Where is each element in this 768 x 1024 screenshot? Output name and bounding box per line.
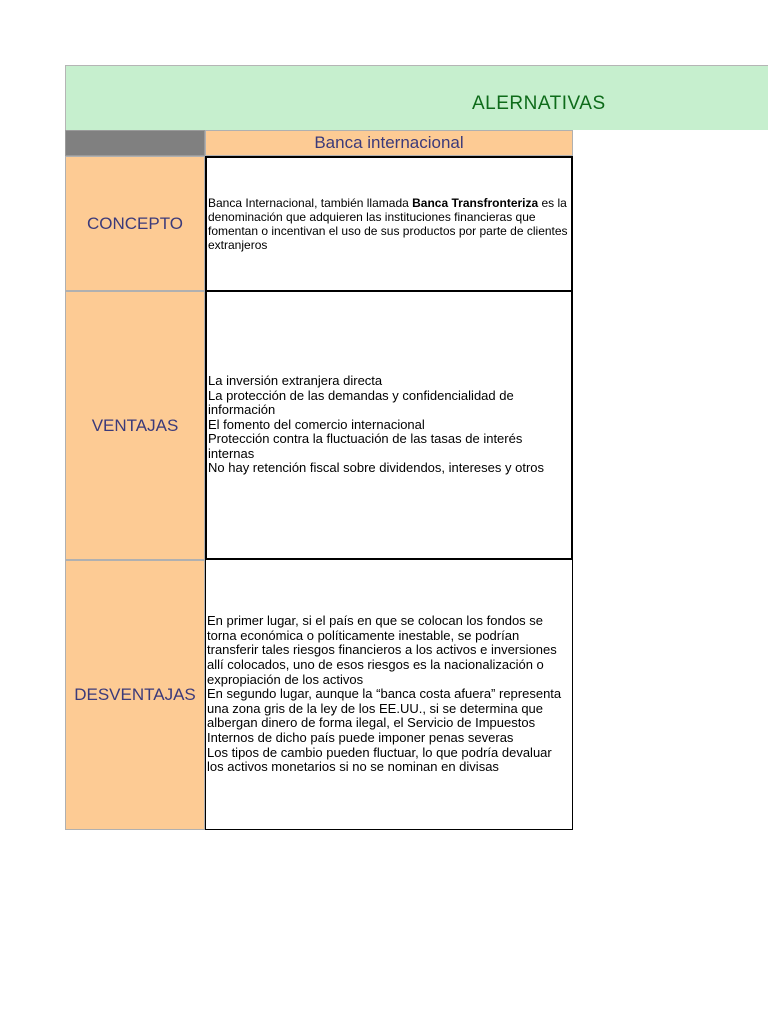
row-label-desventajas[interactable]: DESVENTAJAS (65, 560, 205, 830)
cell-ventajas[interactable] (205, 290, 573, 560)
ventajas-item: La protección de las demandas y confidencialidad de información (208, 387, 514, 418)
corner-cell[interactable] (65, 130, 205, 156)
ventajas-item: Protección contra la fluctuación de las tasas de interés internas (208, 431, 523, 461)
ventajas-item: La inversión extranjera directa (208, 372, 383, 388)
desventajas-item: En segundo lugar, aunque la “banca costa afuera” representa una zona gris de la ley de los EE.UU., si se determina que albergan dinero de forma ilegal, el Servicio de Impuestos Internos de dicho país puede imponer penas severas (207, 686, 562, 745)
desventajas-list (207, 614, 570, 775)
concepto-bold-term: Banca Transfronteriza (412, 196, 539, 210)
title-band (65, 65, 768, 130)
row-label-ventajas[interactable]: VENTAJAS (65, 291, 205, 560)
ventajas-item: El fomento del comercio internacional (208, 416, 425, 432)
row-label-concepto[interactable]: CONCEPTO (65, 156, 205, 291)
desventajas-item: En primer lugar, si el país en que se colocan los fondos se torna económica o políticamente inestable, se podrían transferir tales riesgos financieros a los activos e inversiones allí colocados, uno de esos riesgos es la nacionalización o expropiación de los activos (207, 613, 557, 687)
ventajas-item: No hay retención fiscal sobre dividendos, intereses y otros (208, 460, 545, 476)
desventajas-item: Los tipos de cambio pueden fluctuar, lo que podría devaluar los activos monetarios si no se nominan en divisas (207, 744, 552, 775)
column-header-banca-internacional[interactable]: Banca internacional (205, 130, 573, 156)
concepto-intro: Banca Internacional, también llamada (208, 196, 413, 210)
cell-desventajas[interactable] (205, 560, 573, 830)
concepto-text (208, 196, 569, 252)
ventajas-list (208, 374, 569, 476)
concepto-rest: es la denominación que adquieren las instituciones financieras que fomentan o incentivan el uso de sus productos por parte de clientes extranjeros (208, 196, 568, 252)
cell-concepto[interactable] (205, 156, 573, 292)
page-title: ALERNATIVAS (472, 93, 606, 114)
